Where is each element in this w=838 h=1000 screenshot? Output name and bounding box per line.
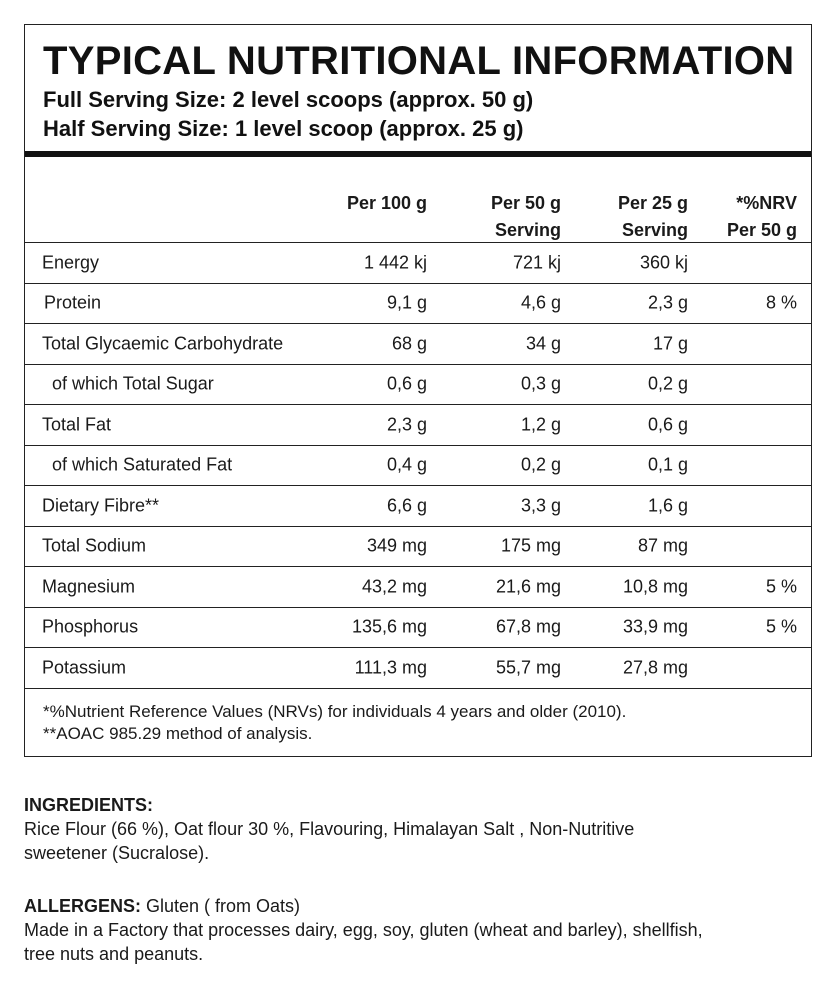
table-row — [25, 446, 811, 487]
cell-per25: 360 kj — [639, 252, 688, 273]
cell-per100: 0,6 g — [386, 373, 427, 394]
cell-per50: 55,7 mg — [495, 657, 561, 678]
col-per-25g: Per 25 g Serving — [617, 193, 688, 240]
ingredients-line-1: Rice Flour (66 %), Oat flour 30 %, Flavouring, Himalayan Salt , Non-Nutritive — [24, 819, 635, 839]
row-label: Magnesium — [42, 576, 136, 597]
cell-per25: 17 g — [652, 333, 688, 354]
allergens-value: Gluten ( from Oats) — [141, 896, 301, 916]
row-label: Protein — [44, 292, 102, 313]
table-row — [25, 527, 811, 568]
table-row — [25, 405, 811, 446]
row-label: Total Sodium — [42, 535, 147, 556]
ingredients-section — [24, 793, 824, 865]
cell-nrv: 5 % — [765, 616, 797, 637]
column-header-row — [25, 157, 811, 243]
col-per-50g: Per 50 g Serving — [490, 193, 561, 240]
cell-per25: 1,6 g — [647, 495, 688, 516]
cell-per50: 0,3 g — [520, 373, 561, 394]
cell-per100: 0,4 g — [386, 454, 427, 475]
cell-per50: 4,6 g — [520, 292, 561, 313]
cell-nrv: 5 % — [765, 576, 797, 597]
table-row — [25, 608, 811, 649]
cell-per25: 0,6 g — [647, 414, 688, 435]
cell-per50: 67,8 mg — [495, 616, 561, 637]
cell-per100: 349 mg — [366, 535, 427, 556]
cell-per25: 87 mg — [637, 535, 688, 556]
cell-per50: 1,2 g — [520, 414, 561, 435]
footnote-nrv: *%Nutrient Reference Values (NRVs) for individuals 4 years and older (2010). — [43, 701, 627, 721]
table-row — [25, 567, 811, 608]
half-serving-size: Half Serving Size: 1 level scoop (approx. 25 g) — [43, 116, 524, 141]
cell-per50: 721 kj — [512, 252, 561, 273]
cell-per25: 0,2 g — [647, 373, 688, 394]
cell-per100: 9,1 g — [386, 292, 427, 313]
cell-per25: 0,1 g — [647, 454, 688, 475]
row-label: Total Fat — [42, 414, 112, 435]
cell-per50: 3,3 g — [520, 495, 561, 516]
row-label: Dietary Fibre** — [42, 495, 160, 516]
row-label: of which Saturated Fat — [52, 454, 233, 475]
panel-title: TYPICAL NUTRITIONAL INFORMATION — [43, 39, 795, 83]
product-info — [24, 793, 824, 966]
cell-nrv: 8 % — [765, 292, 797, 313]
panel-header — [25, 25, 811, 157]
cell-per25: 2,3 g — [647, 292, 688, 313]
row-label: Phosphorus — [42, 616, 139, 637]
col-per-100g: Per 100 g — [346, 193, 427, 213]
allergens-section — [24, 894, 824, 966]
cell-per100: 2,3 g — [386, 414, 427, 435]
ingredients-heading: INGREDIENTS: — [24, 795, 154, 815]
footnote-aoac: **AOAC 985.29 method of analysis. — [43, 723, 313, 743]
cell-per100: 111,3 mg — [354, 657, 427, 678]
col-nrv: *%NRV Per 50 g — [726, 193, 797, 240]
allergens-line-1: Made in a Factory that processes dairy, egg, soy, gluten (wheat and barley), shellfish, — [24, 920, 703, 940]
cell-per25: 27,8 mg — [622, 657, 688, 678]
cell-per25: 33,9 mg — [622, 616, 688, 637]
row-label: Potassium — [42, 657, 127, 678]
cell-per50: 34 g — [525, 333, 561, 354]
table-row — [25, 324, 811, 365]
allergens-line-2: tree nuts and peanuts. — [24, 944, 204, 964]
row-label: of which Total Sugar — [52, 373, 214, 394]
row-label: Energy — [42, 252, 100, 273]
cell-per100: 135,6 mg — [351, 616, 427, 637]
full-serving-size: Full Serving Size: 2 level scoops (approx. 50 g) — [43, 87, 534, 112]
table-row — [25, 243, 811, 284]
cell-per50: 175 mg — [500, 535, 561, 556]
row-label: Total Glycaemic Carbohydrate — [42, 333, 284, 354]
cell-per100: 68 g — [391, 333, 427, 354]
table-row — [25, 365, 811, 406]
footnotes — [25, 689, 811, 745]
nutrition-panel — [24, 24, 812, 757]
cell-per25: 10,8 mg — [622, 576, 688, 597]
table-row — [25, 284, 811, 325]
table-row — [25, 648, 811, 689]
ingredients-line-2: sweetener (Sucralose). — [24, 843, 210, 863]
cell-per50: 21,6 mg — [495, 576, 561, 597]
table-row — [25, 486, 811, 527]
cell-per100: 43,2 mg — [361, 576, 427, 597]
cell-per100: 6,6 g — [386, 495, 427, 516]
cell-per50: 0,2 g — [520, 454, 561, 475]
cell-per100: 1 442 kj — [363, 252, 427, 273]
allergens-heading: ALLERGENS: — [24, 896, 141, 916]
